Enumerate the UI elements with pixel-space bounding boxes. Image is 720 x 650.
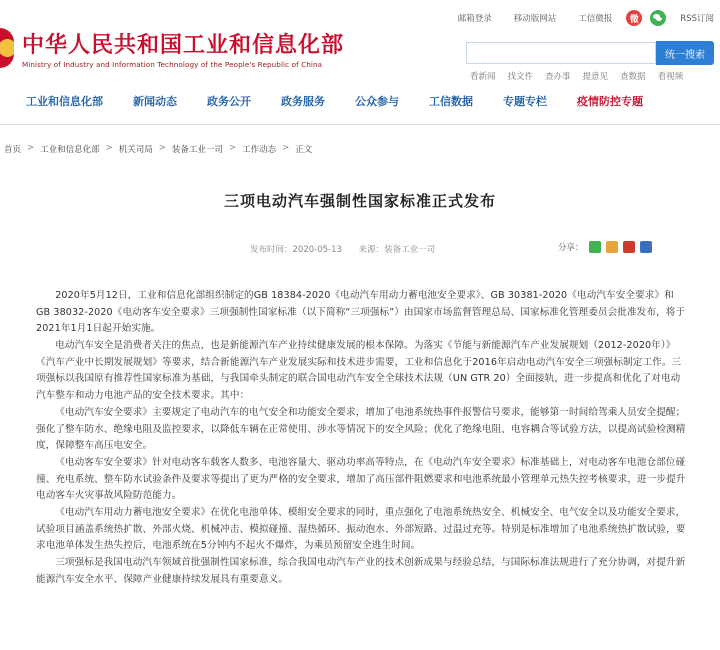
weibo-icon[interactable]: 微: [626, 10, 642, 26]
article-paragraph: 《电动客车安全要求》针对电动客车载客人数多、电池容量大、驱动功率高等特点，在《电动汽车安全要求》标准基础上，对电动客车电池仓部位碰撞、充电系统、整车防水试验条件及要求等提出了更为严格的安全要求，增加了高压部件阻燃要求和电池系统最小管理单元热失控考核要求，进一步提升电动客车火灾事故风险防范能力。: [36, 457, 686, 502]
share-wechat-icon[interactable]: [589, 241, 601, 253]
share-bar: [558, 241, 652, 253]
mobile-site-link[interactable]: 移动版网站: [513, 14, 557, 24]
breadcrumb-miit[interactable]: 工业和信息化部: [40, 145, 100, 155]
article-body: [36, 288, 688, 589]
nav-item-data[interactable]: 工信数据: [429, 95, 473, 108]
share-label: 分享：: [558, 243, 584, 253]
share-weibo-icon[interactable]: [606, 241, 618, 253]
breadcrumb-work-news[interactable]: 工作动态: [242, 145, 277, 155]
nav-item-gov-services[interactable]: 政务服务: [281, 95, 325, 108]
article-source: 来源：装备工业一司: [358, 245, 436, 255]
breadcrumb-departments[interactable]: 机关司局: [118, 145, 153, 155]
quick-links: [470, 70, 695, 82]
search-button[interactable]: 统一搜索: [656, 41, 714, 65]
nav-item-epidemic[interactable]: 疫情防控专题: [577, 95, 643, 108]
publish-time: 发布时间：2020-05-13: [250, 245, 342, 255]
article-paragraph: 三项强标是我国电动汽车领域首批强制性国家标准，综合我国电动汽车产业的技术创新成果与经验总结，与国际标准法规进行了充分协调，对提升新能源汽车安全水平、保障产业健康持续发展具有重要意义。: [36, 557, 686, 586]
article-paragraph: 《电动汽车安全要求》主要规定了电动汽车的电气安全和功能安全要求，增加了电池系统热事件报警信号要求，能够第一时间给驾乘人员安全提醒；强化了整车防水、绝缘电阻及监控要求，以降低车辆在正常使用、涉水等情况下的安全风险；优化了绝缘电阻、电容耦合等试验方法，以提高试验检测精度，保障整车高压电安全。: [36, 406, 686, 452]
breadcrumb: 首页 > 工业和信息化部 > 机关司局 > 装备工业一司 > 工作动态 > 正文: [4, 143, 313, 155]
header-divider: [0, 124, 720, 125]
share-qq-icon[interactable]: [640, 241, 652, 253]
quick-link-video[interactable]: 看视频: [657, 72, 684, 82]
main-nav: [26, 93, 643, 109]
social-icons: [626, 10, 666, 26]
breadcrumb-current: 正文: [295, 145, 313, 155]
national-emblem-icon: [0, 28, 14, 68]
miit-weibo-link[interactable]: 工信微报: [578, 14, 613, 24]
quick-link-data[interactable]: 查数据: [620, 72, 646, 82]
article-paragraph: 2020年5月12日，工业和信息化部组织制定的GB 18384-2020《电动汽车用动力蓄电池安全要求》、GB 30381-2020《电动汽车安全要求》和GB 38032-2020《电动客车安全要求》三项强制性国家标准（以下简称“三项强标”）由国家市场监督管理总局、国家标准化管理委员会批准发布，将于2021年1月1日起开始实施。: [36, 290, 686, 335]
article-paragraph: 《电动汽车用动力蓄电池安全要求》在优化电池单体、模组安全要求的同时，重点强化了电池系统热安全、机械安全、电气安全以及功能安全要求，试验项目涵盖系统热扩散、外部火烧、机械冲击、模拟碰撞、湿热循环、振动泡水、外部短路、过温过充等。特别是标准增加了电池系统热扩散试验，要求电池单体发生热失控后，电池系统在5分钟内不起火不爆炸，为乘员预留安全逃生时间。: [36, 507, 686, 552]
quick-link-services[interactable]: 查办事: [545, 72, 571, 82]
article-paragraph: 电动汽车安全是消费者关注的焦点，也是新能源汽车产业持续健康发展的根本保障。为落实《节能与新能源汽车产业发展规划（2012-2020年）》《汽车产业中长期发展规划》等要求，结合新能源汽车产业发展实际和技术进步需要，工业和信息化于2016年启动电动汽车安全三项强标制定工作。三项强标以我国原有推荐性国家标准为基础，与我国牵头制定的联合国电动汽车安全全球技术法规（UN GTR 20）全面接轨，进一步提高和优化了对电动汽车整车和动力电池产品的安全技术要求。其中：: [36, 340, 682, 401]
nav-item-gov-affairs[interactable]: 政务公开: [207, 95, 251, 108]
quick-link-feedback[interactable]: 提意见: [582, 72, 609, 82]
mail-login-link[interactable]: 邮箱登录: [457, 14, 492, 24]
logo-title-cn[interactable]: 中华人民共和国工业和信息化部: [22, 33, 345, 58]
wechat-icon[interactable]: [650, 10, 666, 26]
article-meta: [250, 243, 435, 255]
quick-link-files[interactable]: 找文件: [507, 72, 534, 82]
share-pdf-icon[interactable]: [623, 241, 635, 253]
rss-link[interactable]: RSS订阅: [680, 14, 714, 24]
nav-item-miit[interactable]: 工业和信息化部: [26, 95, 103, 108]
breadcrumb-equipment-dept[interactable]: 装备工业一司: [171, 145, 223, 155]
search-input[interactable]: [466, 42, 656, 64]
logo-title-en: Ministry of Industry and Information Technology of the People's Republic of China: [22, 60, 323, 69]
nav-item-news[interactable]: 新闻动态: [133, 95, 177, 108]
quick-link-news[interactable]: 看新闻: [470, 72, 496, 82]
top-utility-bar: [458, 10, 714, 26]
breadcrumb-home[interactable]: 首页: [4, 145, 22, 155]
nav-item-public-participation[interactable]: 公众参与: [355, 95, 399, 108]
nav-item-topics[interactable]: 专题专栏: [503, 95, 547, 108]
article-title: 三项电动汽车强制性国家标准正式发布: [223, 192, 496, 210]
